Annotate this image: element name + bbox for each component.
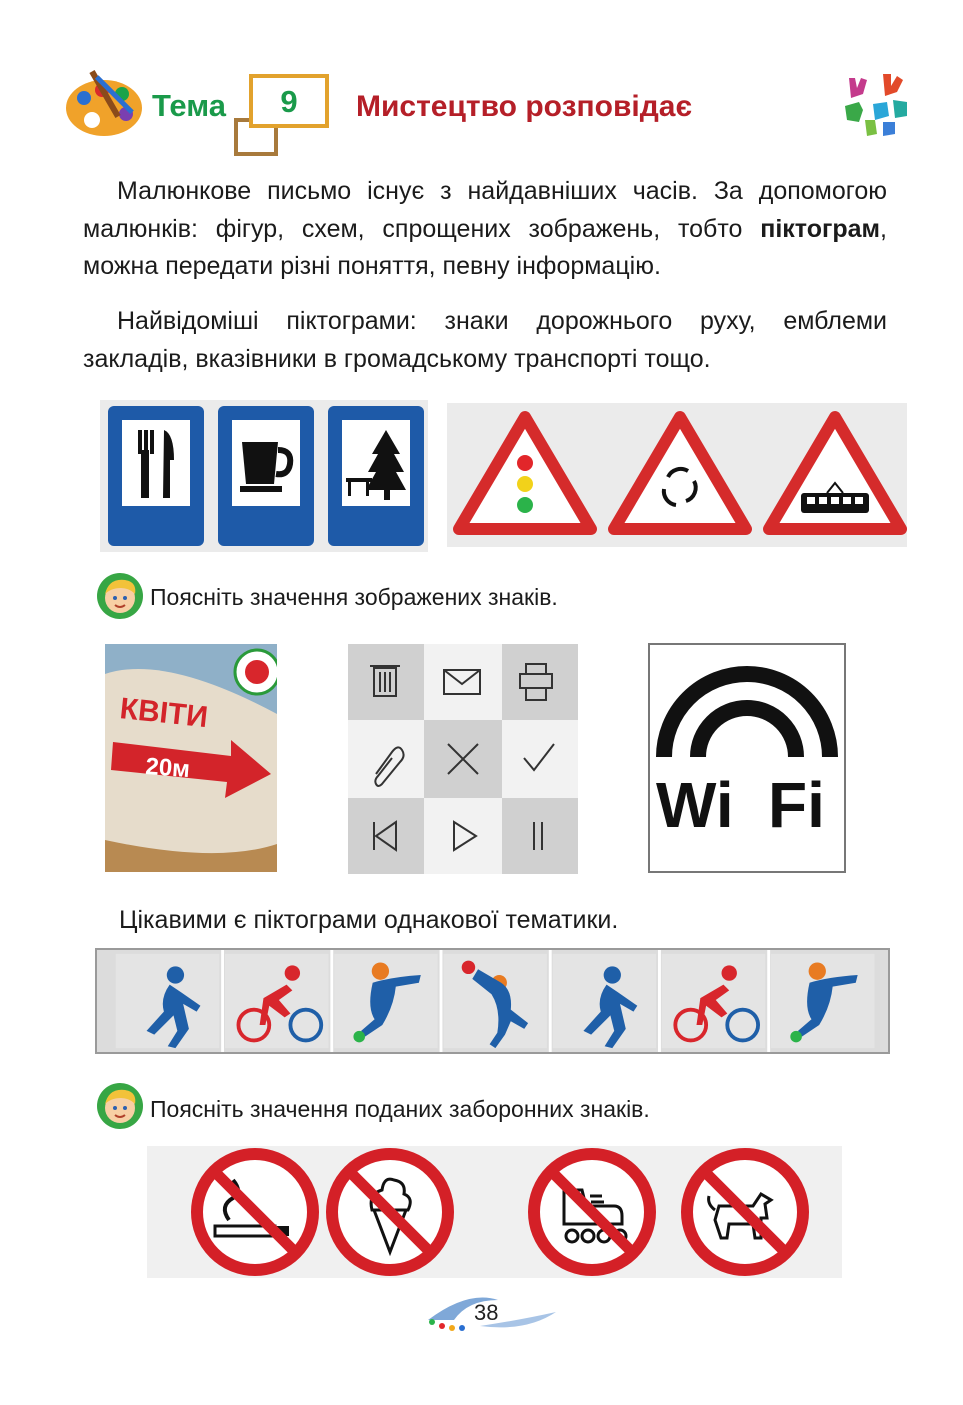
pictogram-term: піктограм bbox=[760, 214, 881, 243]
no-rollerblades-sign bbox=[534, 1154, 650, 1270]
wifi-text-left: Wi bbox=[656, 769, 734, 841]
hands-logo-icon bbox=[843, 70, 915, 142]
traffic-light-sign bbox=[459, 417, 591, 529]
pictogram-divider bbox=[658, 950, 661, 1052]
roundabout-sign bbox=[614, 417, 746, 529]
pictogram-divider bbox=[440, 950, 443, 1052]
topic-label: Тема bbox=[152, 88, 226, 123]
cyclist-icon bbox=[225, 954, 328, 1048]
prohibition-signs bbox=[147, 1146, 842, 1278]
pictogram-divider bbox=[330, 950, 333, 1052]
no-dogs-sign bbox=[687, 1154, 803, 1270]
cafe-sign bbox=[218, 406, 314, 546]
boy-avatar-icon bbox=[96, 1082, 144, 1130]
no-ice-cream-sign bbox=[332, 1154, 448, 1270]
football-icon bbox=[771, 954, 874, 1048]
pictogram-divider bbox=[549, 950, 552, 1052]
sport-pictograms bbox=[95, 948, 890, 1054]
rest-area-sign bbox=[328, 406, 424, 546]
tram-sign bbox=[769, 417, 901, 529]
computer-icons-grid bbox=[348, 644, 578, 874]
service-signs bbox=[100, 400, 428, 552]
intro-text-2: , можна передати різні поняття, певну інформацію. bbox=[83, 214, 887, 280]
flower-sign-word: КВІТИ bbox=[118, 692, 210, 735]
flower-shop-sign-photo bbox=[105, 644, 277, 872]
volleyball-icon bbox=[443, 954, 546, 1048]
runner-icon bbox=[116, 954, 219, 1048]
wifi-sign bbox=[648, 643, 846, 873]
same-theme-text: Цікавими є піктограми однакової тематики. bbox=[119, 906, 619, 934]
wifi-text-right: Fi bbox=[768, 769, 825, 841]
runner-icon bbox=[553, 954, 656, 1048]
topic-number: 9 bbox=[280, 84, 298, 119]
wifi-icon bbox=[650, 645, 844, 871]
cyclist-icon bbox=[662, 954, 765, 1048]
question-2: Поясніть значення поданих заборонних знаків. bbox=[150, 1096, 650, 1122]
examples-paragraph: Найвідоміші піктограми: знаки дорожнього руху, емблеми закладів, вказівники в громадському транспорті тощо. bbox=[83, 307, 887, 373]
warning-signs bbox=[447, 403, 907, 547]
palette-icon bbox=[62, 68, 146, 140]
football-icon bbox=[334, 954, 437, 1048]
flower-sign-distance: 20м bbox=[144, 753, 191, 784]
page-number: 38 bbox=[474, 1300, 499, 1325]
question-1: Поясніть значення зображених знаків. bbox=[150, 584, 558, 610]
fork-knife-sign bbox=[108, 406, 204, 546]
boy-avatar-icon bbox=[96, 572, 144, 620]
intro-text-1: Малюнкове письмо існує з найдавніших часів. За допомогою малюнків: фігур, схем, спрощених зображень, тобто bbox=[83, 177, 887, 243]
pictogram-divider bbox=[767, 950, 770, 1052]
no-smoking-sign bbox=[197, 1154, 313, 1270]
traffic-light-icon bbox=[517, 455, 533, 513]
pictogram-divider bbox=[221, 950, 224, 1052]
intro-paragraph bbox=[83, 173, 887, 286]
page-title: Мистецтво розповідає bbox=[356, 90, 693, 123]
